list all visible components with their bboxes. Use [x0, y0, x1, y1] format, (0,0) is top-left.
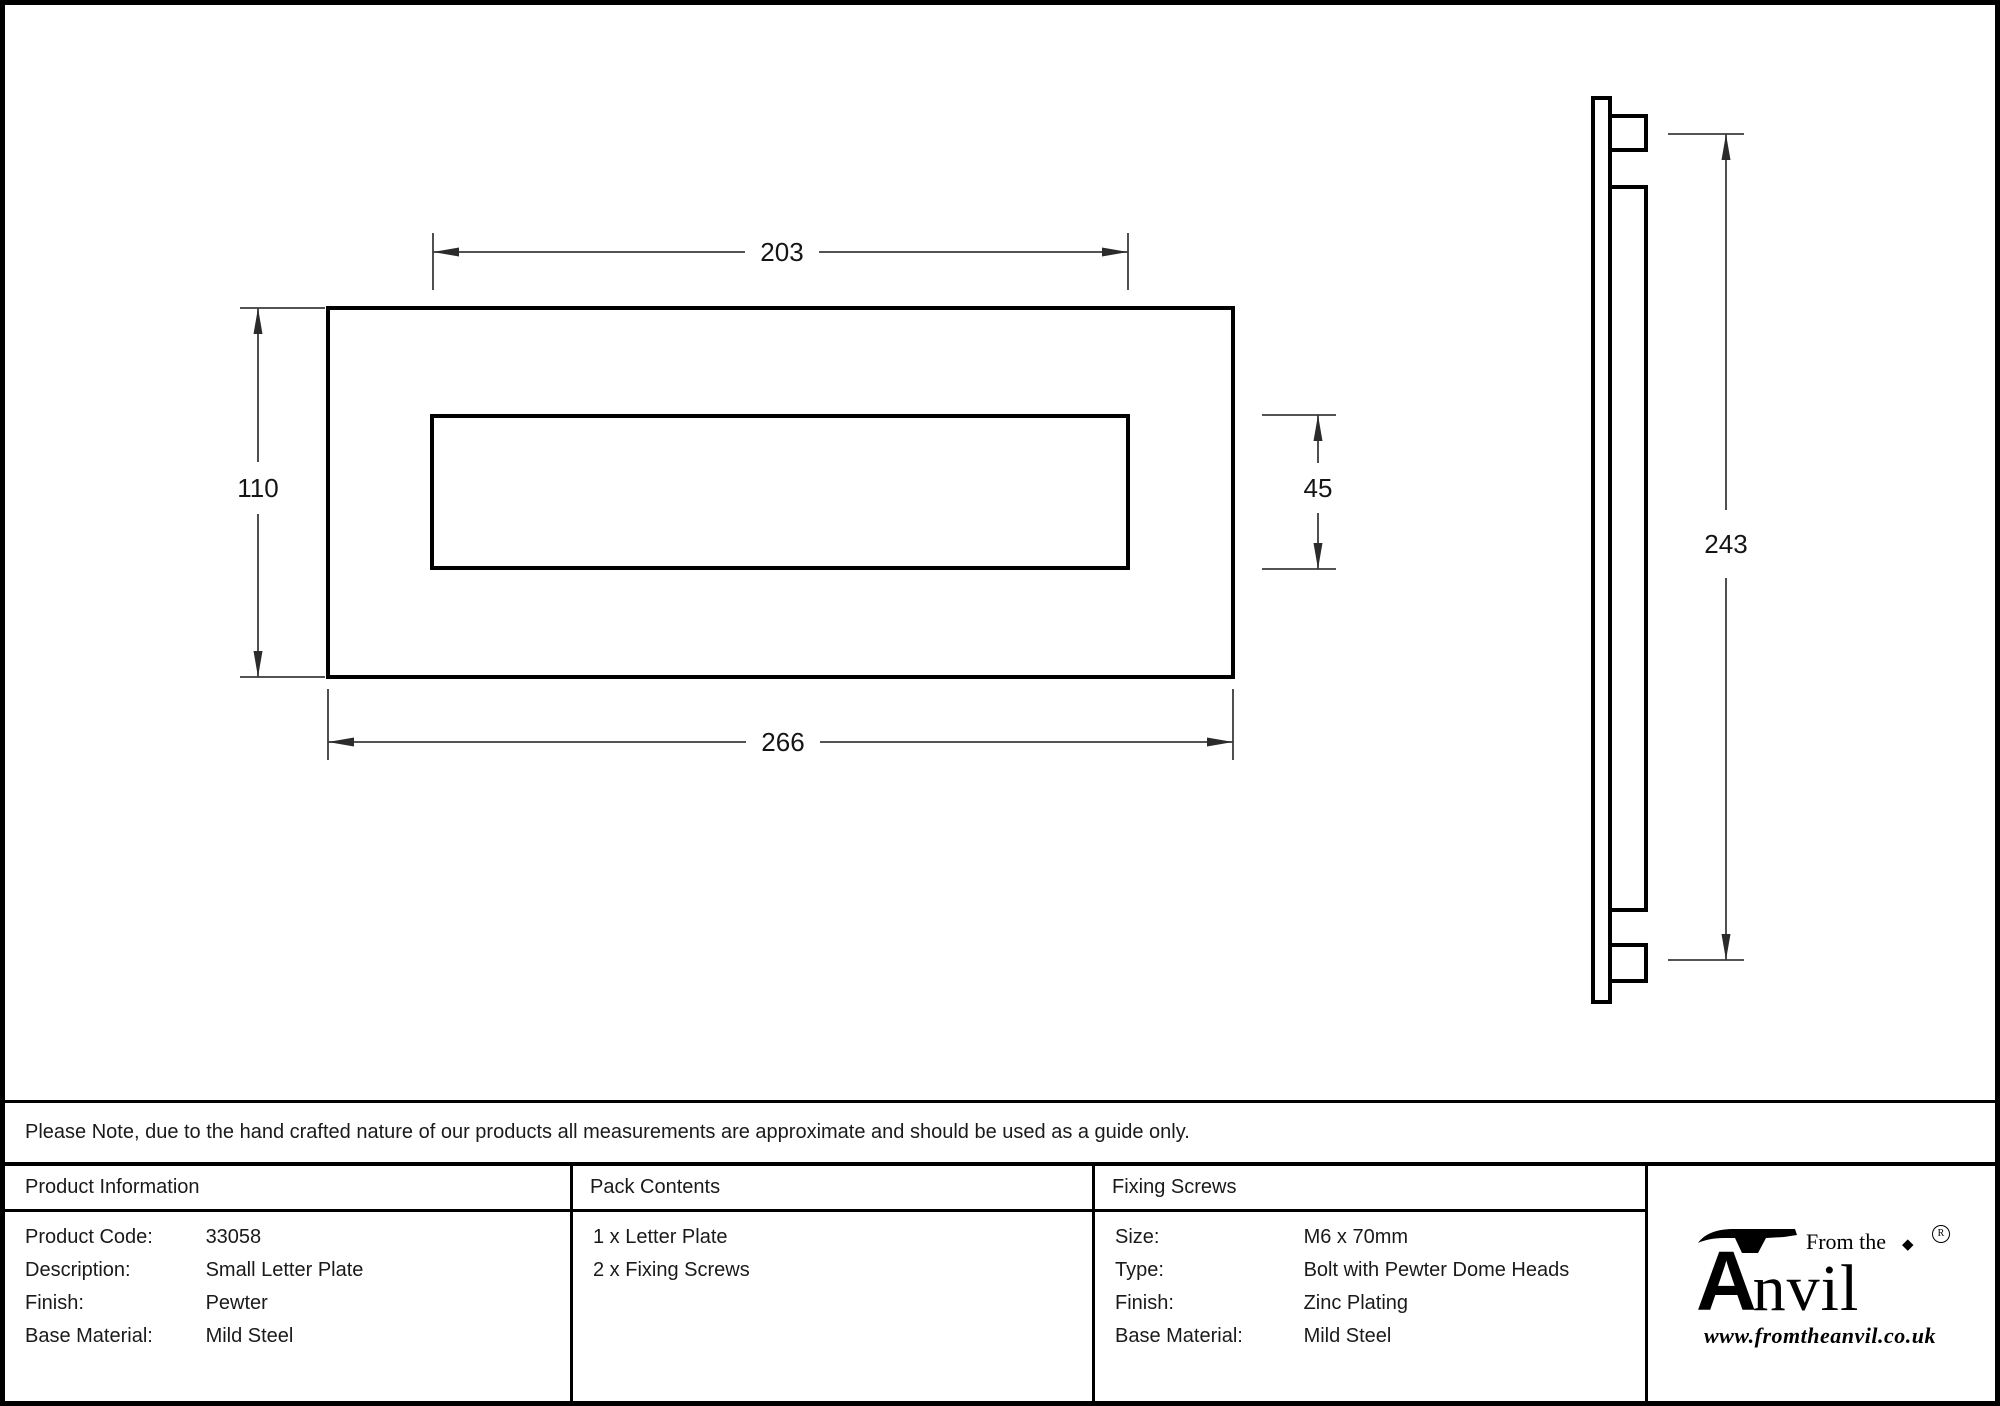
row-label: Description: [25, 1259, 131, 1281]
table-row [25, 1320, 565, 1353]
dimension-label: 203 [760, 237, 804, 267]
registered-trademark-icon: R [1932, 1225, 1950, 1243]
fixing-screws-header: Fixing Screws [1112, 1176, 1237, 1198]
row-label: Finish: [1115, 1292, 1174, 1314]
measurement-note: Please Note, due to the hand crafted nature of our products all measurements are approximate and should be used as a guide only. [25, 1121, 1190, 1143]
dimension-plate-width [328, 689, 1233, 760]
list-item: 1 x Letter Plate [593, 1226, 728, 1248]
table-row [25, 1221, 565, 1254]
table-row [1115, 1221, 1640, 1254]
arrow-up-icon [1314, 415, 1323, 441]
diamond-icon: ◆ [1902, 1235, 1914, 1253]
table-row [1115, 1320, 1640, 1353]
arrow-up-icon [1722, 134, 1731, 160]
measurement-note-row [5, 1100, 1995, 1166]
arrow-left-icon [328, 738, 354, 747]
table-row [1115, 1254, 1640, 1287]
row-label: Size: [1115, 1226, 1160, 1248]
dimension-fixing-centres [1668, 134, 1748, 960]
logo-tagline: From the [1806, 1228, 1887, 1254]
row-value: Small Letter Plate [205, 1259, 364, 1281]
side-view-top-fixing [1610, 116, 1646, 150]
arrow-down-icon [254, 651, 263, 677]
front-view-outer-plate [328, 308, 1233, 677]
arrow-down-icon [1722, 934, 1731, 960]
dimension-plate-height [237, 308, 325, 677]
dimension-label: 110 [237, 473, 279, 503]
row-value: 33058 [205, 1226, 262, 1248]
arrow-up-icon [254, 308, 263, 334]
arrow-right-icon [1207, 738, 1233, 747]
side-view-bottom-fixing [1610, 945, 1646, 981]
product-information-header: Product Information [25, 1176, 200, 1198]
row-label: Finish: [25, 1292, 84, 1314]
row-label: Base Material: [1115, 1325, 1243, 1347]
product-info-table [5, 1166, 1995, 1401]
table-row [1115, 1287, 1640, 1320]
row-value: Mild Steel [1303, 1325, 1392, 1347]
from-the-anvil-logo [1690, 1225, 1950, 1348]
row-label: Type: [1115, 1259, 1164, 1281]
row-value: Bolt with Pewter Dome Heads [1303, 1259, 1570, 1281]
row-value: Zinc Plating [1303, 1292, 1409, 1314]
row-label: Product Code: [25, 1226, 153, 1248]
logo-url: www.fromtheanvil.co.uk [1703, 1322, 1937, 1348]
dimension-aperture-height [1262, 415, 1336, 569]
row-value: Mild Steel [205, 1325, 294, 1347]
fixing-screws-body [1115, 1221, 1640, 1353]
pack-contents-body [593, 1221, 1088, 1287]
front-view [328, 308, 1233, 677]
arrow-left-icon [433, 248, 459, 257]
front-view-aperture [432, 416, 1128, 568]
table-row [25, 1287, 565, 1320]
brand-logo-cell [1645, 1166, 1995, 1401]
header-divider [5, 1209, 1645, 1212]
arrow-down-icon [1314, 543, 1323, 569]
logo-rest: nvil [1752, 1251, 1860, 1325]
dimension-label: 266 [761, 727, 805, 757]
arrow-right-icon [1102, 248, 1128, 257]
table-row [25, 1254, 565, 1287]
side-view [1593, 98, 1646, 1002]
row-value: M6 x 70mm [1303, 1226, 1409, 1248]
logo-initial: A [1696, 1233, 1753, 1328]
logo-wordmark [1696, 1233, 1956, 1330]
row-value: Pewter [205, 1292, 268, 1314]
product-information-body [25, 1221, 565, 1353]
dimension-aperture-width [433, 233, 1128, 290]
technical-drawing [5, 5, 1995, 1100]
dimension-label: 243 [1704, 529, 1748, 559]
side-view-flap [1610, 187, 1646, 910]
dimension-label: 45 [1303, 473, 1333, 503]
side-view-plate [1593, 98, 1610, 1002]
row-label: Base Material: [25, 1325, 153, 1347]
pack-contents-header: Pack Contents [590, 1176, 721, 1198]
list-item: 2 x Fixing Screws [593, 1259, 750, 1281]
